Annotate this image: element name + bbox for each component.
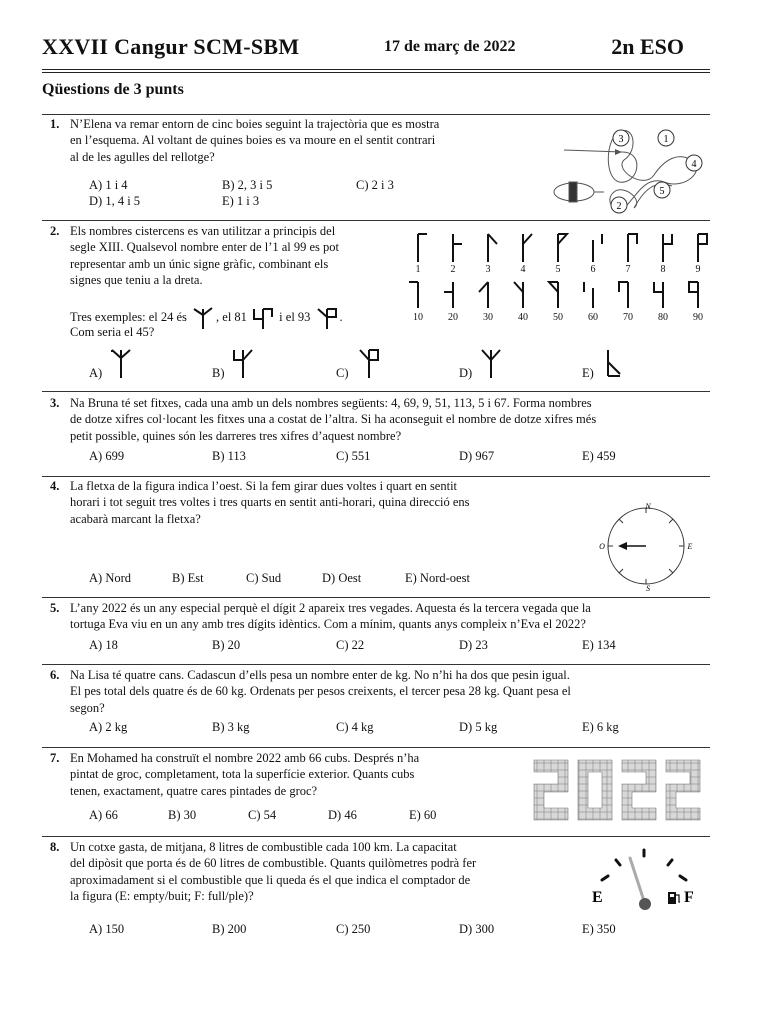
option-c[interactable]: C) 54 [248, 808, 277, 822]
page-header [42, 34, 718, 64]
option-d[interactable]: D) [459, 366, 473, 380]
option-b[interactable]: B) 2, 3 i 5 [222, 178, 273, 192]
option-a[interactable]: A) 2 kg [89, 720, 128, 734]
units-label: 9 [695, 264, 701, 275]
header-rule-bottom [42, 72, 710, 73]
fuel-pump-icon [668, 892, 680, 904]
tens-label: 60 [588, 312, 598, 323]
option-c[interactable]: C) Sud [246, 571, 282, 585]
option-e[interactable]: E) 6 kg [582, 720, 619, 734]
question-text-line: segon? [70, 700, 105, 715]
option-c[interactable]: C) 22 [336, 638, 365, 652]
question-text-line: La fletxa de la figura indica l’oest. Si la fem girar dues voltes i quart en sentit [70, 479, 458, 493]
question-text-line: horari i tot seguit tres voltes i tres quarts en sentit anti-horari, quina direcció ens [70, 495, 470, 510]
separator [42, 664, 710, 665]
compass-south: S [646, 584, 650, 593]
option-d[interactable]: D) 967 [459, 449, 495, 463]
separator [42, 747, 710, 748]
compass-north: N [645, 502, 651, 511]
question-number: 6. [50, 668, 60, 682]
option-a-glyph[interactable] [108, 346, 134, 380]
question-text-line: en l’esquema. Al voltant de quines boies es va moure en el sentit contrari [70, 133, 436, 148]
question-text-line: L’any 2022 és un any especial perquè el dígit 2 apareix tres vegades. Aquesta és la tercera vegada que la [70, 601, 591, 615]
tens-label: 70 [623, 312, 633, 323]
question-text-line: segle XIII. Qualsevol nombre enter de l’1 al 99 es pot [70, 240, 340, 255]
cubes-2022-figure [530, 756, 710, 826]
buoys-diagram [544, 120, 714, 216]
option-b[interactable]: B) 200 [212, 922, 247, 936]
tens-label: 30 [483, 312, 493, 323]
option-e[interactable]: E) [582, 366, 594, 380]
separator [42, 114, 710, 115]
option-e[interactable]: E) 60 [409, 808, 437, 822]
buoy-label: 2 [616, 201, 622, 212]
question-text-line: En Mohamed ha construït el nombre 2022 amb 66 cubs. Després n’ha [70, 751, 420, 765]
option-b[interactable]: B) 113 [212, 449, 246, 463]
question-3 [50, 395, 710, 444]
tens-label: 10 [413, 312, 423, 323]
question-text-line: tenen, exactament, quatre cares pintades de groc? [70, 783, 318, 798]
option-b[interactable]: B) 3 kg [212, 720, 250, 734]
question-text-line: al de les agulles del rellotge? [70, 149, 215, 164]
question-5 [50, 600, 710, 633]
tens-label: 40 [518, 312, 528, 323]
question-text-line: la figura (E: empty/buit; F: full/ple)? [70, 888, 254, 903]
question-text-line: signes que teniu a la dreta. [70, 272, 203, 287]
header-rule-top [42, 69, 710, 70]
tens-label: 20 [448, 312, 458, 323]
gauge-full-label: F [684, 889, 694, 906]
option-a[interactable]: A) [89, 366, 103, 380]
question-number: 1. [50, 117, 60, 131]
tens-label: 80 [658, 312, 668, 323]
question-text-line: representar amb un únic signe gràfic, combinant els [70, 256, 329, 271]
option-b-glyph[interactable] [230, 346, 256, 380]
units-label: 6 [590, 264, 596, 275]
option-b[interactable]: B) 30 [168, 808, 197, 822]
option-a[interactable]: A) 699 [89, 449, 125, 463]
question-ask: Com seria el 45? [70, 325, 155, 339]
compass-east: E [687, 542, 693, 551]
question-text-line: N’Elena va remar entorn de cinc boies seguint la trajectòria que es mostra [70, 117, 440, 131]
separator [42, 220, 710, 221]
question-text-line: del dipòsit que porta és de 60 litres de combustible. Quants quilòmetres podrà fer [70, 856, 477, 871]
option-c[interactable]: C) 4 kg [336, 720, 374, 734]
question-number: 8. [50, 840, 60, 854]
separator [42, 476, 710, 477]
buoy-label: 5 [659, 186, 665, 197]
question-text-line: Na Lisa té quatre cans. Cadascun d’ells pesa un nombre enter de kg. No n’hi ha dos que pesin igual. [70, 668, 570, 682]
question-number: 5. [50, 601, 60, 615]
tens-label: 90 [693, 312, 703, 323]
option-d[interactable]: D) 300 [459, 922, 495, 936]
question-2 [50, 223, 390, 288]
buoy-label: 1 [663, 134, 669, 145]
compass-figure [596, 500, 700, 594]
option-a[interactable]: A) Nord [89, 571, 132, 585]
exam-level: 2n ESO [611, 34, 684, 59]
question-text-line: aproximadament si el combustible que li queda és el que indica el comptador de [70, 872, 471, 887]
option-e[interactable]: E) 134 [582, 638, 616, 652]
option-c[interactable]: C) 250 [336, 922, 371, 936]
exam-title: XXVII Cangur SCM-SBM [42, 34, 300, 59]
cistercian-93-glyph [314, 305, 340, 331]
cistercian-24-glyph [190, 305, 216, 331]
question-text-line: pintat de groc, completament, tota la superfície exterior. Quants cubs [70, 767, 415, 782]
option-b[interactable]: B) Est [172, 571, 204, 585]
question-text-line: de dotze xifres col·locant les fitxes una a costat de l’altra. Si ha aconseguit el nombre de dotze xifres més [70, 412, 597, 427]
question-text-line: petit possible, quines són les darreres tres xifres d’aquest nombre? [70, 428, 402, 443]
option-a[interactable]: A) 18 [89, 638, 118, 652]
option-c-glyph[interactable] [356, 346, 382, 380]
option-c[interactable]: C) 2 i 3 [356, 178, 394, 192]
question-text-line: Un cotxe gasta, de mitjana, 8 litres de combustible cada 100 km. La capacitat [70, 840, 457, 854]
option-c[interactable]: C) 551 [336, 449, 371, 463]
option-d[interactable]: D) 23 [459, 638, 488, 652]
question-4 [50, 478, 568, 527]
option-e[interactable]: E) 350 [582, 922, 616, 936]
option-e[interactable]: E) 459 [582, 449, 616, 463]
gauge-empty-label: E [592, 889, 603, 906]
option-a[interactable]: A) 150 [89, 922, 125, 936]
question-text-line: Na Bruna té set fitxes, cada una amb un dels nombres següents: 4, 69, 9, 51, 113, 5 i 67. Forma nombres [70, 396, 592, 410]
question-text-line: tortuga Eva viu en un any amb tres dígits idèntics. Com a mínim, quants anys compleix n’Eva el 2022? [70, 617, 586, 632]
option-a[interactable]: A) 66 [89, 808, 118, 822]
fuel-gauge-figure [588, 842, 704, 916]
option-d[interactable]: D) 46 [328, 808, 357, 822]
question-text-line: acabarà marcant la fletxa? [70, 511, 201, 526]
cistercian-81-glyph [250, 305, 276, 331]
units-label: 2 [450, 264, 456, 275]
examples-label: i el 93 [279, 310, 311, 324]
exam-date: 17 de març de 2022 [384, 38, 516, 55]
examples-label: Tres exemples: el 24 és [70, 310, 187, 324]
units-label: 5 [555, 264, 561, 275]
tens-label: 50 [553, 312, 563, 323]
examples-label: . [339, 310, 343, 324]
option-d[interactable]: D) Oest [322, 571, 362, 585]
buoy-label: 4 [691, 159, 697, 170]
option-a[interactable]: A) 1 i 4 [89, 178, 128, 192]
option-e[interactable]: E) 1 i 3 [222, 194, 260, 208]
option-d[interactable]: D) 1, 4 i 5 [89, 194, 141, 208]
units-label: 1 [415, 264, 421, 275]
option-e[interactable]: E) Nord-oest [405, 571, 470, 585]
question-number: 7. [50, 751, 60, 765]
compass-west: O [599, 542, 605, 551]
cistercian-key [405, 228, 713, 326]
examples-label: , el 81 [216, 310, 247, 324]
question-number: 4. [50, 479, 60, 493]
question-text-line: El pes total dels quatre és de 60 kg. Ordenats per pesos creixents, el tercer pesa 28 kg. Quant pesa el [70, 684, 571, 699]
question-8 [50, 839, 568, 904]
units-label: 7 [625, 264, 631, 275]
units-label: 8 [660, 264, 666, 275]
option-b[interactable]: B) [212, 366, 225, 380]
question-6 [50, 667, 710, 716]
option-d-glyph[interactable] [478, 346, 504, 380]
option-d[interactable]: D) 5 kg [459, 720, 498, 734]
units-label: 3 [485, 264, 491, 275]
option-b[interactable]: B) 20 [212, 638, 241, 652]
separator [42, 836, 710, 837]
units-label: 4 [520, 264, 526, 275]
section-title: Qüestions de 3 punts [42, 81, 184, 98]
separator [42, 597, 710, 598]
question-1 [50, 116, 532, 165]
question-7 [50, 750, 512, 799]
option-e-glyph[interactable] [600, 346, 626, 380]
question-text-line: Els nombres cistercens es van utilitzar a principis del [70, 224, 336, 238]
question-number: 3. [50, 396, 60, 410]
buoy-label: 3 [618, 134, 624, 145]
option-c[interactable]: C) [336, 366, 349, 380]
question-number: 2. [50, 224, 60, 238]
separator [42, 391, 710, 392]
